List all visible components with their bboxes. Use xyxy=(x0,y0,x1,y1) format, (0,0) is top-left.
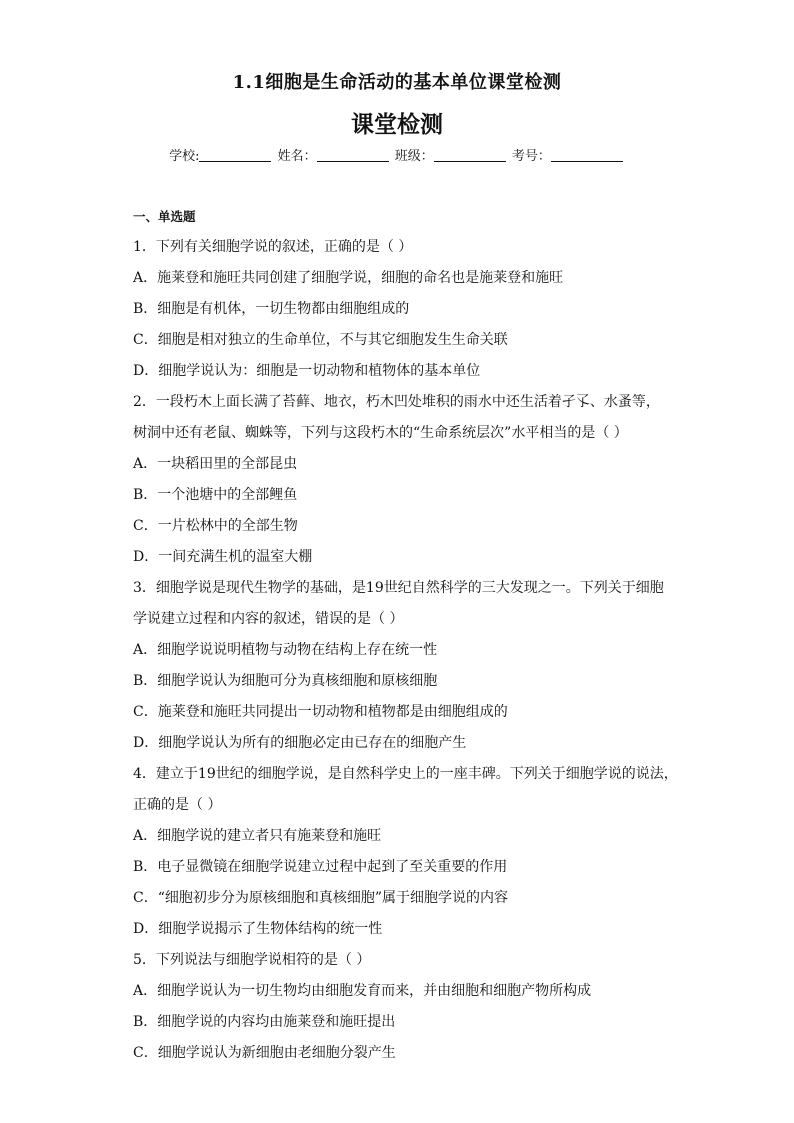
option-d: D．细胞学说认为：细胞是一切动物和植物体的基本单位 xyxy=(133,363,481,379)
question-stem: 树洞中还有老鼠、蜘蛛等，下列与这段朽木的“生命系统层次”水平相当的是（ ） xyxy=(133,425,628,441)
question-4 xyxy=(133,759,678,945)
school-blank[interactable] xyxy=(199,148,271,162)
option-a: A．施莱登和施旺共同创建了细胞学说，细胞的命名也是施莱登和施旺 xyxy=(133,270,564,286)
school-label: 学校: xyxy=(169,149,200,164)
option-c: C．“细胞初步分为原核细胞和真核细胞”属于细胞学说的内容 xyxy=(133,890,509,906)
option-c: C．细胞学说认为新细胞由老细胞分裂产生 xyxy=(133,1045,396,1061)
option-d: D．细胞学说认为所有的细胞必定由已存在的细胞产生 xyxy=(133,735,467,751)
exam-number-blank[interactable] xyxy=(551,148,623,162)
question-stem: 2．一段朽木上面长满了苔藓、地衣，朽木凹处堆积的雨水中还生活着孑孓、水蚤等， xyxy=(133,394,660,410)
question-stem: 3．细胞学说是现代生物学的基础，是19世纪自然科学的三大发现之一。下列关于细胞 xyxy=(133,580,664,596)
option-b: B．电子显微镜在细胞学说建立过程中起到了至关重要的作用 xyxy=(133,859,508,875)
option-d: D．一间充满生机的温室大棚 xyxy=(133,549,313,565)
question-2 xyxy=(133,387,673,573)
question-stem: 学说建立过程和内容的叙述，错误的是（ ） xyxy=(133,611,404,627)
question-stem: 正确的是（ ） xyxy=(133,797,222,813)
student-info-row xyxy=(0,145,794,164)
class-label: 班级： xyxy=(394,149,434,164)
option-a: A．细胞学说的建立者只有施莱登和施旺 xyxy=(133,828,382,844)
question-3 xyxy=(133,573,673,759)
option-c: C．一片松林中的全部生物 xyxy=(133,518,298,534)
option-b: B．一个池塘中的全部鲤鱼 xyxy=(133,487,298,503)
question-stem: 1．下列有关细胞学说的叙述，正确的是（ ） xyxy=(133,239,413,255)
option-a: A．一块稻田里的全部昆虫 xyxy=(133,456,298,472)
option-b: B．细胞学说认为细胞可分为真核细胞和原核细胞 xyxy=(133,673,438,689)
option-a: A．细胞学说说明植物与动物在结构上存在统一性 xyxy=(133,642,438,658)
option-d: D．细胞学说揭示了生物体结构的统一性 xyxy=(133,921,383,937)
document-title: 1.1细胞是生命活动的基本单位课堂检测 xyxy=(232,72,562,93)
name-label: 姓名： xyxy=(277,149,317,164)
option-c: C．施莱登和施旺共同提出一切动物和植物都是由细胞组成的 xyxy=(133,704,508,720)
question-list xyxy=(133,232,678,1069)
class-blank[interactable] xyxy=(434,148,506,162)
exam-number-label: 考号： xyxy=(511,149,551,164)
question-stem: 5．下列说法与细胞学说相符的是（ ） xyxy=(133,952,371,968)
question-stem: 4．建立于19世纪的细胞学说，是自然科学史上的一座丰碑。下列关于细胞学说的说法， xyxy=(133,766,678,782)
option-b: B．细胞学说的内容均由施莱登和施旺提出 xyxy=(133,1014,396,1030)
option-c: C．细胞是相对独立的生命单位，不与其它细胞发生生命关联 xyxy=(133,332,508,348)
name-blank[interactable] xyxy=(317,148,389,162)
option-a: A．细胞学说认为一切生物均由细胞发育而来，并由细胞和细胞产物所构成 xyxy=(133,983,592,999)
document-subtitle: 课堂检测 xyxy=(351,111,443,138)
option-b: B．细胞是有机体，一切生物都由细胞组成的 xyxy=(133,301,410,317)
section-title: 一、单选题 xyxy=(133,209,196,224)
question-5 xyxy=(133,945,673,1069)
question-1 xyxy=(133,232,673,387)
